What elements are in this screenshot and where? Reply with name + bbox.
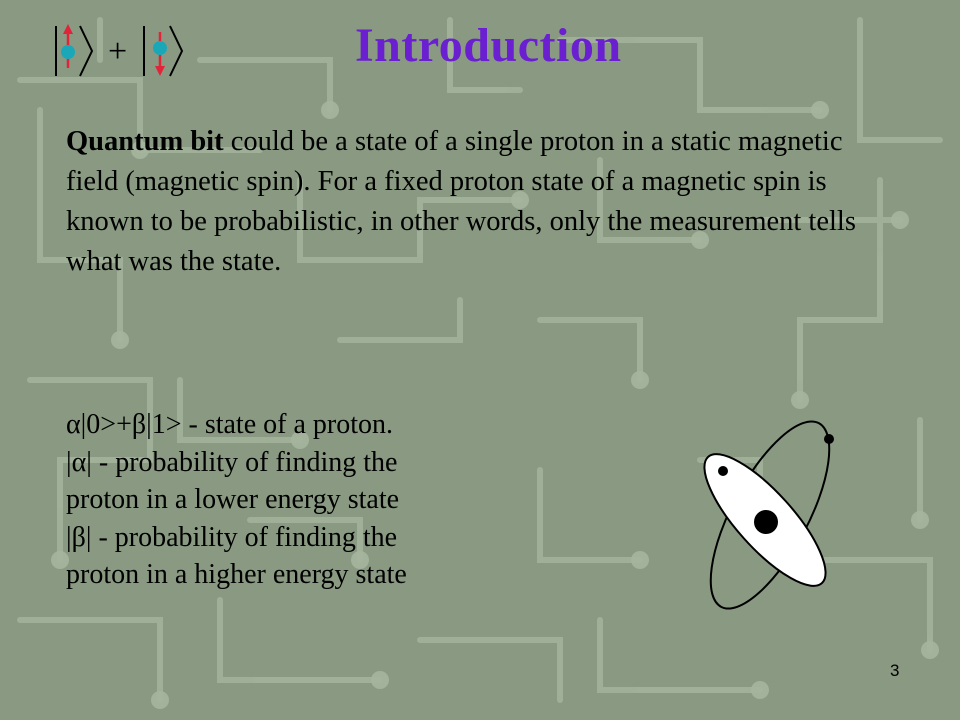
bold-term: Quantum bit (66, 126, 224, 157)
state-line: proton in a higher energy state (66, 559, 407, 590)
nucleus-icon (754, 510, 778, 534)
qubit-superposition-icon (48, 18, 198, 82)
state-description (66, 406, 536, 594)
intro-text: could be a state of a single proton in a static magnetic field (magnetic spin). For a fixed proton state of a magnetic spin is known to be probabilistic, in other words, only the measurement tells what was the state. (66, 126, 856, 277)
intro-paragraph (66, 122, 866, 282)
state-line: proton in a lower energy state (66, 484, 400, 515)
electron-icon (718, 466, 728, 476)
page-number: 3 (890, 661, 900, 680)
slide-title: Introduction (355, 19, 622, 72)
electron-icon (824, 434, 834, 444)
plus-sign: + (108, 33, 128, 70)
state-line: |α| - probability of finding the (66, 446, 398, 478)
state-line: |β| - probability of finding the (66, 521, 398, 553)
state-line: α|0>+β|1> - state of a proton. (66, 409, 393, 440)
atom-diagram (690, 415, 850, 615)
